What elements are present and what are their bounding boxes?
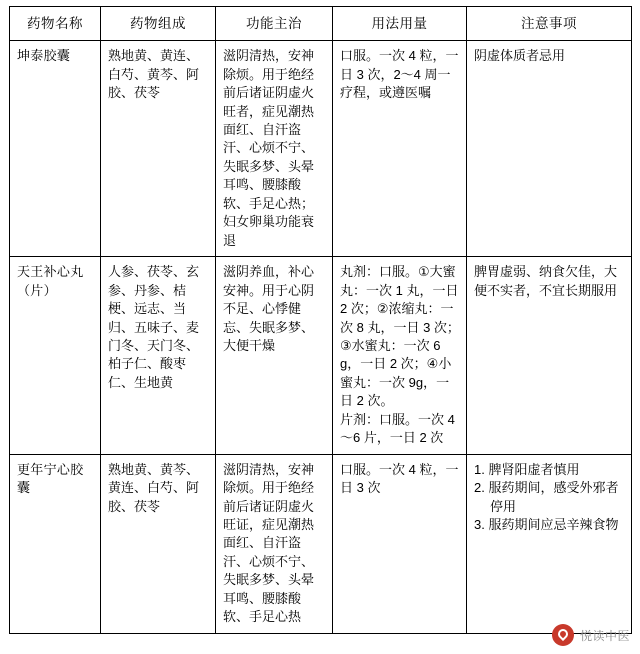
cell-indications: 滋阴清热，安神除烦。用于绝经前后诸证阴虚火旺证，症见潮热面红、自汗盗汗、心烦不宁、失眠多梦、头晕耳鸣、腰膝酸软、手足心热 bbox=[216, 454, 333, 633]
table-row bbox=[10, 257, 632, 455]
document-page bbox=[0, 6, 640, 654]
cell-composition: 人参、茯苓、玄参、丹参、桔梗、远志、当归、五味子、麦门冬、天门冬、柏子仁、酸枣仁、生地黄 bbox=[101, 257, 216, 455]
column-header-composition: 药物组成 bbox=[101, 7, 216, 41]
table-row bbox=[10, 41, 632, 257]
dosage-line: 片剂：口服。一次 4～6 片，一日 2 次 bbox=[340, 411, 455, 446]
cell-indications: 滋阴养血，补心安神。用于心阴不足、心悸健忘、失眠多梦、大便干燥 bbox=[216, 257, 333, 455]
column-header-indications: 功能主治 bbox=[216, 7, 333, 41]
cell-notes: 阴虚体质者忌用 bbox=[467, 41, 632, 257]
table-row bbox=[10, 454, 632, 633]
cell-dosage: 口服。一次 4 粒，一日 3 次，2～4 周一疗程，或遵医嘱 bbox=[333, 41, 467, 257]
list-item: 3. 服药期间应忌辛辣食物 bbox=[474, 517, 619, 533]
notes-list bbox=[474, 461, 625, 535]
column-header-dosage: 用法用量 bbox=[333, 7, 467, 41]
cell-composition: 熟地黄、黄芩、黄连、白芍、阿胶、茯苓 bbox=[101, 454, 216, 633]
column-header-notes: 注意事项 bbox=[467, 7, 632, 41]
table-header-row bbox=[10, 7, 632, 41]
cell-indications: 滋阴清热，安神除烦。用于绝经前后诸证阴虚火旺者，症见潮热面红、自汗盗汗、心烦不宁、失眠多梦、头晕耳鸣、腰膝酸软、手足心热；妇女卵巢功能衰退 bbox=[216, 41, 333, 257]
cell-dosage: 口服。一次 4 粒，一日 3 次 bbox=[333, 454, 467, 633]
cell-drug-name: 更年宁心胶囊 bbox=[10, 454, 101, 633]
cell-drug-name: 天王补心丸（片） bbox=[10, 257, 101, 455]
watermark bbox=[552, 624, 630, 646]
watermark-label: 悦读中医 bbox=[579, 628, 630, 643]
cell-notes: 脾胃虚弱、纳食欠佳，大便不实者，不宜长期服用 bbox=[467, 257, 632, 455]
cell-notes bbox=[467, 454, 632, 633]
leaf-icon bbox=[552, 624, 574, 646]
dosage-line: 丸剂：口服。①大蜜丸：一次 1 丸，一日 2 次；②浓缩丸：一次 8 丸，一日 3 次；③水蜜丸：一次 6g，一日 2 次；④小蜜丸：一次 9g，一日 2 次。 bbox=[340, 264, 460, 409]
list-item: 2. 服药期间，感受外邪者停用 bbox=[474, 480, 619, 514]
list-item: 1. 脾肾阳虚者慎用 bbox=[474, 461, 580, 477]
drug-table bbox=[9, 6, 632, 634]
cell-drug-name: 坤泰胶囊 bbox=[10, 41, 101, 257]
column-header-name: 药物名称 bbox=[10, 7, 101, 41]
cell-dosage bbox=[333, 257, 467, 455]
cell-composition: 熟地黄、黄连、白芍、黄芩、阿胶、茯苓 bbox=[101, 41, 216, 257]
